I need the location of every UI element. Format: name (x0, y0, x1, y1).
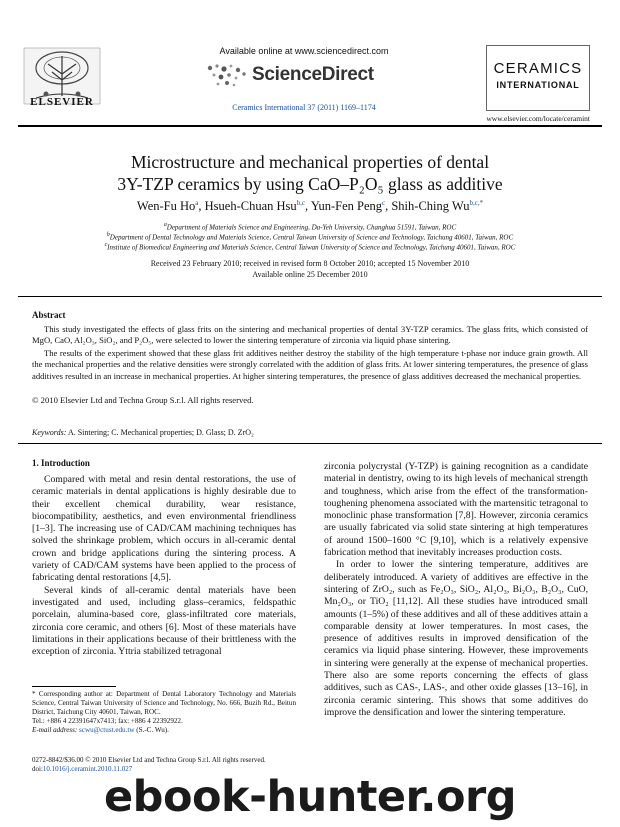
author-affil-link[interactable]: b,c,* (469, 199, 484, 207)
author-name: Shih-Ching Wu (391, 199, 470, 214)
author-affil-link[interactable]: c (382, 199, 386, 207)
sciencedirect-dots-icon (200, 60, 250, 90)
intro-paragraph: zirconia polycrystal (Y-TZP) is gaining recognition as a candidate material in dentistry, owing to its high levels of mechanical strength and toughness, which arise from the effect of the transformation-toughening phenomena associated with the martensitic tetragonal to monoclinic phase transformation [7,8]. However, zirconia ceramics are usually fabricated via solid state sintering at high temperatures of around 1500–1600 °C [9,10], which is a relatively expensive fabrication method that inevitably increases production costs. (324, 461, 588, 559)
corresponding-author-footnote (32, 690, 296, 735)
right-column (324, 461, 588, 719)
author-list: Wen-Fu Ho$^a$, Hsueh-Chuan Hsu$^{b,c}$, Yun-Fen Peng$^c$, Shih-Ching $Wu^{b,c,*}$ (136, 199, 484, 214)
affiliation (30, 232, 590, 241)
intro-paragraph: Several kinds of all-ceramic dental materials have been investigated and used, including glass–ceramics, feldspathic porcelain, alumina-based core, glass-infiltrated core materials, zirconia core ceramic, and others [6]. Most of these materials have limitations in their applications because of their brittleness with the exception of zirconia. Yttria stabilized tetragonal (32, 584, 296, 658)
footnote-divider (32, 686, 116, 687)
intro-paragraph: Compared with metal and resin dental restorations, the use of ceramic materials in dental applications is highly desirable due to their excellent chemical durability, wear resistance, biocompatibility, aesthetics, and even environmental friendliness [1–3]. The increasing use of CAD/CAM machining techniques has solved the shrinkage problem, which occurs in all-ceramic dental crown and bridge applications during the sintering process. A variety of CAD/CAM systems have been applied to the process of fabricating dental restorations [4,5]. (32, 474, 296, 584)
abstract-bottom-divider (18, 443, 602, 444)
sciencedirect-wordmark: ScienceDirect (252, 64, 374, 85)
journal-logo-box (486, 45, 590, 111)
author-affil-link[interactable]: a (195, 199, 199, 207)
issn-line: 0272-8842/$36.00 © 2010 Elsevier Ltd and Techna Group S.r.l. All rights reserved. (32, 756, 266, 764)
footnote-phone: Tel.: +886 4 22391647x7413; fax: +886 4 22392922. (32, 717, 183, 725)
received-dates: Received 23 February 2010; received in revised form 8 October 2010; accepted 15 November 2010 (150, 259, 470, 268)
available-online-date: Available online 25 December 2010 (252, 270, 368, 279)
watermark-text: ebook-hunter.org (104, 772, 516, 822)
abstract-copyright: © 2010 Elsevier Ltd and Techna Group S.r.l. All rights reserved. (32, 395, 254, 405)
publisher-name: ELSEVIER (30, 96, 94, 108)
email-label: E-mail address: (32, 726, 78, 734)
journal-logo-line1: CERAMICS (493, 60, 583, 77)
affil-mark: a (163, 222, 167, 228)
journal-logo-line2: INTERNATIONAL (496, 80, 580, 90)
keywords-label: Keywords: (32, 428, 67, 437)
affil-mark: b (106, 232, 110, 238)
keywords-line (32, 428, 254, 437)
title-line-1: Microstructure and mechanical properties of dental (130, 152, 490, 172)
journal-reference-link[interactable]: Ceramics International 37 (2011) 1169–1174 (232, 103, 376, 112)
abstract-paragraph-1: This study investigated the effects of glass frits on the sintering and mechanical properties of dental 3Y-TZP ceramics. The glass frits, which consisted of MgO, CaO, Al₂O₃, SiO₂, and P₂O₅, were selected to lower the sintering temperature of zirconia via liquid phase sintering. (32, 324, 588, 346)
doi-link[interactable]: 10.1016/j.ceramint.2010.11.027 (42, 765, 133, 773)
available-online-text: Available online at www.sciencedirect.com (219, 46, 389, 56)
abstract-paragraph-2: The results of the experiment showed that these glass frit additives neither destroy the stability of the high temperature t-phase nor induce grain growth. All the mechanical properties and the relative densities were strongly correlated with the addition of glass frits. At lower sintering temperatures, the presence of glass additives resulted in an increase in mechanical properties. At higher sintering temperatures, the presence of glass additives decreased the mechanical properties. (32, 348, 588, 381)
section-heading-introduction: 1. Introduction (32, 458, 90, 468)
affil-text: Department of Materials Science and Engineering, Da-Yeh University, Changhua 51591, Taiwan, ROC (166, 223, 457, 232)
sciencedirect-logo[interactable] (200, 60, 410, 90)
author-name: Yun-Fen Peng (310, 199, 382, 214)
footnote-address: * Corresponding author at: Department of Dental Laboratory Technology and Materials Science, Central Taiwan University of Science and Technology, No. 666, Buzih Rd., Beitun District, Taichung City 40601, Taiwan, ROC. (32, 690, 296, 716)
keywords-list: A. Sintering; C. Mechanical properties; D. Glass; D. ZrO₂ (67, 428, 254, 437)
left-column (32, 474, 296, 658)
affil-text: Department of Dental Technology and Materials Science, Central Taiwan University of Science and Technology, Taichung 40601, Taiwan, ROC (109, 233, 514, 242)
journal-url[interactable]: www.elsevier.com/locate/ceramint (486, 114, 590, 123)
email-link[interactable]: scwu@ctust.edu.tw (79, 726, 135, 734)
abstract-top-divider (18, 296, 602, 297)
affiliation (30, 242, 590, 251)
affil-mark: c (104, 242, 108, 248)
article-title (40, 151, 580, 195)
affiliation (30, 222, 590, 231)
author-name: Wen-Fu Ho (136, 199, 196, 214)
author-affil-link[interactable]: b,c (296, 199, 306, 207)
header-divider (18, 125, 602, 127)
author-name: Hsueh-Chuan Hsu (204, 199, 297, 214)
abstract-heading: Abstract (32, 310, 66, 320)
title-line-2: 3Y-TZP ceramics by using CaO–P₂O₅ glass as additive (117, 174, 503, 194)
footnote-email-line (32, 726, 296, 735)
affil-text: Institute of Biomedical Engineering and Materials Science, Central Taiwan University of Science and Technology, Taichung 40601, Taiwan, ROC (107, 243, 516, 252)
email-owner: (S.-C. Wu). (136, 726, 169, 734)
intro-paragraph: In order to lower the sintering temperature, additives are deliberately introduced. A variety of additives are effective in the sintering of ZrO₂, such as Fe₂O₃, SiO₂, Al₂O₃, Bi₂O₃, B₂O₃, CuO, Mn₂O₃, or TiO₂ [11,12]. All these studies have introduced small amounts (1–5%) of these additives and all of these additives attain a comparable density at lower temperatures. In most cases, the presence of additives results in improved densification of the ceramics via liquid phase sintering. However, these improvements in sintering were generally at the expense of mechanical properties. There also are some reports concerning the effects of glass additives, such as CAS-, LAS-, and other oxide glasses [13–16], in zirconia ceramic sintering. This shows that some additives do improve the densification and lower the sintering temperature. (324, 559, 588, 718)
doi-label: doi: (32, 765, 43, 773)
